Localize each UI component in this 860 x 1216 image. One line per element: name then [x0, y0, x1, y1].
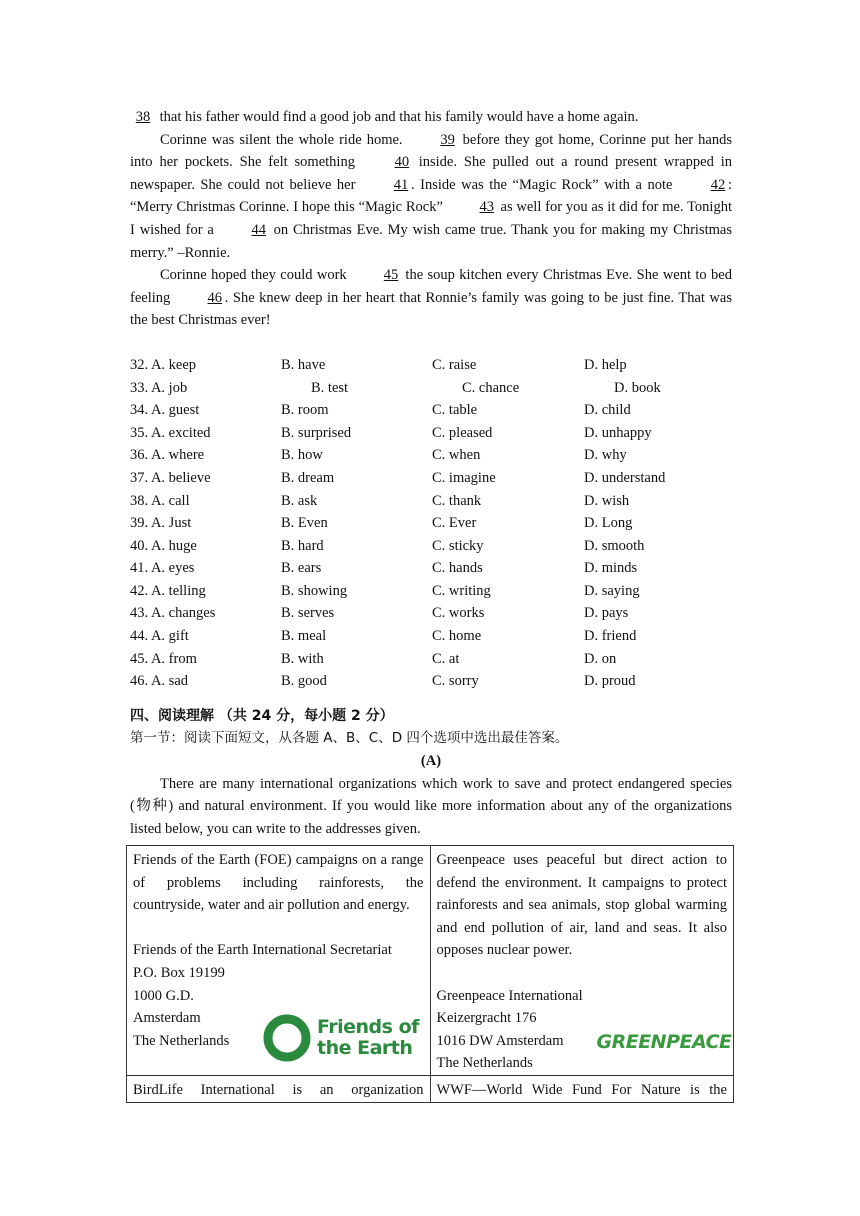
option-n: 39. A. Just — [130, 515, 192, 532]
option-n: 43. A. changes — [130, 605, 216, 622]
option-row — [130, 422, 732, 445]
option-d: D. understand — [584, 469, 666, 486]
passage-text: the soup kitchen every Christmas Eve. She went to bed feeling — [130, 267, 732, 306]
foe-description: Friends of the Earth (FOE) campaigns on a range of problems including rainforests, the countryside, water and air pollution and energy. — [133, 852, 424, 914]
option-n: 38. A. call — [130, 492, 190, 509]
option-row — [130, 444, 732, 467]
option-row — [130, 557, 732, 580]
option-d: D. unhappy — [584, 424, 652, 441]
option-n: 44. A. gift — [130, 628, 189, 645]
wwf-description: WWF—World Wide Fund For Nature is the — [436, 1081, 727, 1098]
document-page — [130, 106, 732, 840]
passage-line-1 — [130, 106, 732, 129]
option-row — [130, 625, 732, 648]
option-row — [130, 535, 732, 558]
passage-text: . Inside was the “Magic Rock” with a note — [411, 176, 678, 193]
option-c: C. chance — [462, 379, 520, 396]
option-d: D. why — [584, 447, 627, 464]
birdlife-cell — [127, 1075, 431, 1102]
option-row — [130, 377, 732, 400]
option-row — [130, 399, 732, 422]
passage-text: inside. She pulled out a round present wrapped in newspaper. She could not believe her — [130, 154, 732, 193]
option-row — [130, 580, 732, 603]
passage-paragraph-3 — [130, 264, 732, 332]
greenpeace-description: Greenpeace uses peaceful but direct action to defend the environment. It campaigns to protect rainforests and sea animals, stop global warming and end pollution of air, land and seas. It also opposes nuclear power. — [436, 852, 727, 959]
option-c: C. sorry — [432, 673, 479, 690]
reading-intro: There are many international organizations which work to save and protect endangered species (物种) and natural environment. If you would like more information about any of the organizations listed below, you can write to the addresses given. — [130, 775, 732, 837]
blank-45: 45 — [383, 267, 399, 284]
blank-41: 41 — [393, 176, 409, 193]
option-row — [130, 467, 732, 490]
instruction: 第一节：阅读下面短文，从各题 A、B、C、D 四个选项中选出最佳答案。 — [130, 730, 569, 747]
option-c: C. at — [432, 650, 460, 667]
option-d: D. wish — [584, 492, 630, 509]
address-line: 1000 G.D. — [133, 987, 194, 1004]
option-c: C. home — [432, 628, 482, 645]
address-line: The Netherlands — [436, 1055, 533, 1072]
passage-text: as well for you as it did for me. Tonight I wished for a — [130, 199, 732, 238]
address-line: P.O. Box 19199 — [133, 964, 225, 981]
blank-46: 46 — [207, 289, 223, 306]
address-line: 1016 DW Amsterdam — [436, 1032, 564, 1049]
option-d: D. help — [584, 356, 627, 373]
option-n: 41. A. eyes — [130, 560, 195, 577]
option-n: 37. A. believe — [130, 469, 211, 486]
passage-text: before they got home, Corinne put her hands into her pockets. She felt something — [130, 131, 732, 171]
address-line: The Netherlands — [133, 1032, 230, 1049]
option-b: B. have — [281, 356, 326, 373]
option-c: C. sticky — [432, 537, 484, 554]
option-d: D. saying — [584, 582, 640, 599]
option-n: 33. A. job — [130, 379, 188, 396]
organizations-table — [126, 845, 734, 1103]
option-row — [130, 354, 732, 377]
address-line: Greenpeace International — [436, 987, 583, 1004]
address-line: Keizergracht 176 — [436, 1010, 537, 1027]
option-b: B. Even — [281, 515, 328, 532]
option-n: 40. A. huge — [130, 537, 197, 554]
greenpeace-logo: GREENPEACE — [596, 1031, 732, 1053]
option-d: D. minds — [584, 560, 638, 577]
passage-paragraph-2 — [130, 129, 732, 265]
foe-cell — [127, 846, 431, 1076]
option-c: C. pleased — [432, 424, 493, 441]
address-line: Friends of the Earth International Secretariat — [133, 942, 392, 959]
blank-43: 43 — [479, 199, 494, 216]
option-n: 32. A. keep — [130, 356, 197, 373]
option-d: D. child — [584, 402, 631, 419]
option-n: 34. A. guest — [130, 402, 200, 419]
option-b: B. with — [281, 650, 324, 667]
option-n: 36. A. where — [130, 447, 205, 464]
blank-42: 42 — [710, 176, 726, 193]
option-n: 46. A. sad — [130, 673, 188, 690]
friends-of-the-earth-logo — [263, 1014, 419, 1062]
option-c: C. when — [432, 447, 481, 464]
blank-38: 38 — [135, 109, 151, 125]
option-d: D. Long — [584, 515, 633, 532]
option-c: C. imagine — [432, 469, 496, 486]
option-n: 35. A. excited — [130, 424, 211, 441]
option-b: B. room — [281, 402, 329, 419]
passage-text: . She knew deep in her heart that Ronnie’s family was going to be just fine. That was the best Christmas ever! — [130, 289, 732, 329]
option-b: B. test — [311, 379, 349, 396]
option-row — [130, 670, 732, 693]
option-d: D. proud — [584, 673, 636, 690]
option-c: C. table — [432, 402, 478, 419]
passage-text: on Christmas Eve. My wish came true. Thank you for making my Christmas merry.” –Ronnie. — [130, 221, 732, 261]
foe-logo-line-1: Friends of — [317, 1016, 419, 1038]
option-b: B. dream — [281, 469, 335, 486]
option-b: B. surprised — [281, 424, 352, 441]
option-b: B. ask — [281, 492, 318, 509]
option-b: B. hard — [281, 537, 324, 554]
wwf-cell — [430, 1075, 734, 1102]
options-list — [130, 354, 732, 693]
option-n: 42. A. telling — [130, 582, 206, 599]
option-b: B. ears — [281, 560, 322, 577]
option-c: C. works — [432, 605, 485, 622]
option-d: D. friend — [584, 628, 637, 645]
option-row — [130, 490, 732, 513]
passage-text: Corinne hoped they could work — [160, 267, 352, 284]
option-b: B. how — [281, 447, 323, 464]
greenpeace-cell — [430, 846, 734, 1076]
option-row — [130, 648, 732, 671]
greenpeace-address — [437, 985, 728, 1075]
option-b: B. serves — [281, 605, 335, 622]
option-c: C. thank — [432, 492, 482, 509]
foe-logo-line-2: the Earth — [317, 1037, 413, 1059]
option-d: D. book — [614, 379, 661, 396]
option-b: B. showing — [281, 582, 348, 599]
option-c: C. writing — [432, 582, 491, 599]
section-title: 四、阅读理解 （共 24 分，每小题 2 分） — [130, 707, 394, 724]
option-d: D. on — [584, 650, 617, 667]
option-n: 45. A. from — [130, 650, 197, 667]
option-b: B. meal — [281, 628, 327, 645]
passage-text: that his father would find a good job and that his family would have a home again. — [159, 109, 639, 125]
address-line: Amsterdam — [133, 1010, 201, 1027]
passage-label: (A) — [420, 753, 442, 770]
passage-text: : “Merry Christmas Corinne. I hope this “Magic Rock” — [130, 176, 732, 216]
option-d: D. smooth — [584, 537, 645, 554]
blank-39: 39 — [440, 131, 455, 148]
option-row — [130, 602, 732, 625]
option-c: C. hands — [432, 560, 483, 577]
option-b: B. good — [281, 673, 327, 690]
birdlife-description: BirdLife International is an organization — [133, 1081, 424, 1098]
foe-ring-icon — [263, 1014, 311, 1062]
option-row — [130, 512, 732, 535]
blank-44: 44 — [251, 221, 266, 238]
option-c: C. raise — [432, 356, 477, 373]
option-c: C. Ever — [432, 515, 477, 532]
option-d: D. pays — [584, 605, 629, 622]
blank-40: 40 — [394, 154, 410, 171]
passage-text: Corinne was silent the whole ride home. — [160, 131, 408, 148]
